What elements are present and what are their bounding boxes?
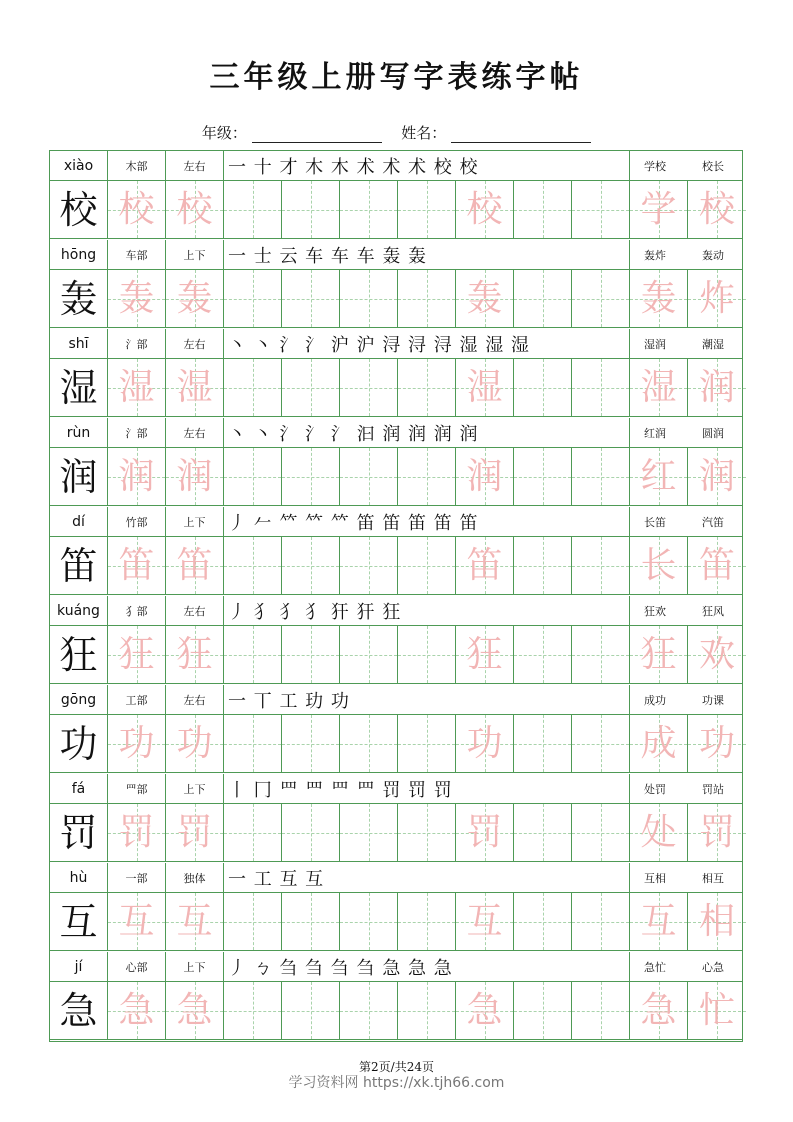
example-word: 处罚 <box>644 783 666 796</box>
character-entry <box>50 151 742 240</box>
writing-grid <box>50 982 742 1040</box>
practice-box[interactable] <box>340 804 398 861</box>
trace-word-character: 欢 <box>698 633 735 675</box>
structure-label: 左右 <box>166 596 224 626</box>
stroke-order: 一 十 才 木 木 术 术 术 校 校 <box>224 151 630 181</box>
trace-word-character: 急 <box>640 989 677 1031</box>
info-row <box>50 685 742 715</box>
trace-character: 狂 <box>466 633 503 675</box>
practice-box[interactable] <box>398 893 456 950</box>
example-words <box>626 418 742 448</box>
trace-character: 功 <box>118 722 155 764</box>
stroke-order: 丨 冂 罒 罒 罒 罒 罚 罚 罚 <box>224 774 630 804</box>
stroke-order: 一 士 云 车 车 车 轰 轰 <box>224 240 630 270</box>
example-word: 成功 <box>644 694 666 707</box>
stroke-order: 丿 犭 犭 犭 犴 犴 狂 <box>224 596 630 626</box>
trace-word-character: 相 <box>698 900 735 942</box>
trace-word-box[interactable] <box>688 982 746 1039</box>
trace-character: 互 <box>466 900 503 942</box>
stroke-order: 丿 ㄅ 刍 刍 刍 刍 急 急 急 <box>224 952 630 982</box>
practice-box[interactable] <box>224 181 282 238</box>
example-word: 狂风 <box>702 605 724 618</box>
practice-box[interactable] <box>224 448 282 505</box>
stroke-order: 丿 𠂉 𥫗 𥫗 𥫗 笛 笛 笛 笛 笛 <box>224 507 630 537</box>
pinyin-label: hù <box>50 863 108 893</box>
trace-box[interactable] <box>166 982 224 1039</box>
trace-box[interactable] <box>108 270 166 327</box>
example-word: 潮湿 <box>702 338 724 351</box>
example-word: 学校 <box>644 160 666 173</box>
example-word: 相互 <box>702 872 724 885</box>
trace-word-character: 处 <box>640 811 677 853</box>
trace-word-box[interactable] <box>688 181 746 238</box>
practice-box[interactable] <box>282 626 340 683</box>
trace-word-box[interactable] <box>630 181 688 238</box>
trace-word-character: 学 <box>640 188 677 230</box>
practice-box[interactable] <box>282 537 340 594</box>
trace-character: 湿 <box>176 366 213 408</box>
trace-character: 狂 <box>118 633 155 675</box>
example-words <box>626 596 742 626</box>
trace-character: 润 <box>118 455 155 497</box>
practice-box[interactable] <box>224 982 282 1039</box>
trace-word-character: 湿 <box>640 366 677 408</box>
trace-box[interactable] <box>166 715 224 772</box>
info-row <box>50 596 742 626</box>
radical-label: 犭部 <box>108 596 166 626</box>
trace-box[interactable] <box>108 537 166 594</box>
trace-box[interactable] <box>456 181 514 238</box>
trace-box[interactable] <box>166 537 224 594</box>
practice-box[interactable] <box>340 270 398 327</box>
trace-word-box[interactable] <box>688 804 746 861</box>
trace-word-character: 红 <box>640 455 677 497</box>
practice-box[interactable] <box>340 537 398 594</box>
model-box <box>50 715 108 772</box>
trace-character: 润 <box>176 455 213 497</box>
practice-box[interactable] <box>398 715 456 772</box>
practice-box[interactable] <box>282 715 340 772</box>
trace-word-box[interactable] <box>688 448 746 505</box>
trace-word-box[interactable] <box>688 537 746 594</box>
practice-box[interactable] <box>572 359 630 416</box>
practice-box[interactable] <box>282 181 340 238</box>
writing-grid <box>50 270 742 328</box>
trace-character: 轰 <box>176 277 213 319</box>
trace-word-character: 成 <box>640 722 677 764</box>
practice-box[interactable] <box>282 448 340 505</box>
example-word: 圆润 <box>702 427 724 440</box>
character-entry <box>50 418 742 507</box>
trace-box[interactable] <box>456 270 514 327</box>
example-words <box>626 685 742 715</box>
practice-box[interactable] <box>224 626 282 683</box>
practice-box[interactable] <box>398 270 456 327</box>
radical-label: 氵部 <box>108 418 166 448</box>
structure-label: 上下 <box>166 774 224 804</box>
trace-word-character: 互 <box>640 900 677 942</box>
pinyin-label: shī <box>50 329 108 359</box>
model-character: 功 <box>59 721 98 766</box>
trace-word-character: 轰 <box>640 277 677 319</box>
model-character: 急 <box>59 988 98 1033</box>
model-box <box>50 270 108 327</box>
practice-box[interactable] <box>282 982 340 1039</box>
model-character: 笛 <box>59 543 98 588</box>
writing-grid <box>50 626 742 684</box>
info-row <box>50 507 742 537</box>
trace-box[interactable] <box>108 626 166 683</box>
practice-box[interactable] <box>224 359 282 416</box>
trace-character: 湿 <box>466 366 503 408</box>
practice-box[interactable] <box>572 804 630 861</box>
trace-word-box[interactable] <box>630 715 688 772</box>
model-box <box>50 448 108 505</box>
trace-box[interactable] <box>456 359 514 416</box>
practice-box[interactable] <box>398 982 456 1039</box>
info-row <box>50 774 742 804</box>
model-box <box>50 626 108 683</box>
example-words <box>626 151 742 181</box>
model-box <box>50 537 108 594</box>
practice-box[interactable] <box>514 893 572 950</box>
practice-box[interactable] <box>514 626 572 683</box>
stroke-order: 丶 丶 氵 氵 沪 沪 浔 浔 浔 湿 湿 湿 <box>224 329 630 359</box>
practice-box[interactable] <box>340 715 398 772</box>
model-character: 互 <box>59 899 98 944</box>
practice-box[interactable] <box>514 181 572 238</box>
example-word: 急忙 <box>644 961 666 974</box>
practice-box[interactable] <box>572 626 630 683</box>
trace-character: 功 <box>466 722 503 764</box>
info-row <box>50 863 742 893</box>
trace-box[interactable] <box>166 893 224 950</box>
practice-box[interactable] <box>224 893 282 950</box>
trace-character: 轰 <box>466 277 503 319</box>
model-box <box>50 893 108 950</box>
pinyin-label: hōng <box>50 240 108 270</box>
trace-box[interactable] <box>456 893 514 950</box>
trace-word-box[interactable] <box>688 626 746 683</box>
trace-box[interactable] <box>166 181 224 238</box>
practice-box[interactable] <box>224 715 282 772</box>
example-word: 功课 <box>702 694 724 707</box>
practice-box[interactable] <box>282 270 340 327</box>
info-row <box>50 329 742 359</box>
trace-box[interactable] <box>166 448 224 505</box>
practice-box[interactable] <box>572 448 630 505</box>
trace-box[interactable] <box>108 715 166 772</box>
practice-box[interactable] <box>572 715 630 772</box>
trace-word-character: 罚 <box>698 811 735 853</box>
watermark: 学习资料网 https://xk.tjh66.com <box>288 1075 505 1091</box>
practice-box[interactable] <box>514 804 572 861</box>
trace-character: 互 <box>176 900 213 942</box>
trace-box[interactable] <box>108 359 166 416</box>
practice-box[interactable] <box>340 448 398 505</box>
trace-word-character: 校 <box>698 188 735 230</box>
trace-character: 罚 <box>176 811 213 853</box>
trace-box[interactable] <box>456 537 514 594</box>
trace-character: 互 <box>118 900 155 942</box>
trace-character: 轰 <box>118 277 155 319</box>
model-character: 罚 <box>59 810 98 855</box>
writing-grid <box>50 537 742 595</box>
model-box <box>50 359 108 416</box>
practice-box[interactable] <box>514 270 572 327</box>
trace-word-character: 长 <box>640 544 677 586</box>
practice-box[interactable] <box>398 359 456 416</box>
practice-box[interactable] <box>224 537 282 594</box>
model-character: 润 <box>59 454 98 499</box>
trace-box[interactable] <box>166 270 224 327</box>
name-label: 姓名： <box>401 124 447 142</box>
trace-word-character: 炸 <box>698 277 735 319</box>
info-row <box>50 952 742 982</box>
practice-box[interactable] <box>340 359 398 416</box>
stroke-order: 一 丅 工 玏 功 <box>224 685 630 715</box>
writing-grid <box>50 715 742 773</box>
pinyin-label: jí <box>50 952 108 982</box>
trace-box[interactable] <box>456 804 514 861</box>
info-row <box>50 240 742 270</box>
trace-word-box[interactable] <box>630 893 688 950</box>
example-word: 轰动 <box>702 249 724 262</box>
trace-box[interactable] <box>108 982 166 1039</box>
trace-character: 狂 <box>176 633 213 675</box>
trace-word-character: 忙 <box>698 989 735 1031</box>
page-number: 第2页/共24页 <box>359 1060 434 1074</box>
example-word: 湿润 <box>644 338 666 351</box>
practice-box[interactable] <box>282 804 340 861</box>
example-word: 汽笛 <box>702 516 724 529</box>
character-entry <box>50 507 742 596</box>
model-character: 狂 <box>59 632 98 677</box>
trace-word-character: 润 <box>698 455 735 497</box>
trace-box[interactable] <box>166 359 224 416</box>
grade-blank[interactable] <box>252 126 382 143</box>
trace-word-box[interactable] <box>688 893 746 950</box>
trace-box[interactable] <box>166 626 224 683</box>
radical-label: 工部 <box>108 685 166 715</box>
practice-box[interactable] <box>572 893 630 950</box>
structure-label: 左右 <box>166 151 224 181</box>
pinyin-label: rùn <box>50 418 108 448</box>
trace-box[interactable] <box>166 804 224 861</box>
pinyin-label: xiào <box>50 151 108 181</box>
trace-box[interactable] <box>456 448 514 505</box>
structure-label: 左右 <box>166 329 224 359</box>
example-words <box>626 329 742 359</box>
model-character: 轰 <box>59 276 98 321</box>
practice-box[interactable] <box>398 181 456 238</box>
trace-word-box[interactable] <box>688 359 746 416</box>
example-words <box>626 240 742 270</box>
trace-character: 急 <box>176 989 213 1031</box>
stroke-order: 一 工 互 互 <box>224 863 630 893</box>
pinyin-label: gōng <box>50 685 108 715</box>
practice-box[interactable] <box>572 982 630 1039</box>
pinyin-label: fá <box>50 774 108 804</box>
example-word: 罚站 <box>702 783 724 796</box>
practice-sheet <box>49 150 743 1042</box>
character-entry <box>50 863 742 952</box>
practice-box[interactable] <box>398 626 456 683</box>
practice-box[interactable] <box>514 359 572 416</box>
structure-label: 独体 <box>166 863 224 893</box>
trace-box[interactable] <box>108 804 166 861</box>
grade-label: 年级： <box>201 124 247 142</box>
practice-box[interactable] <box>398 448 456 505</box>
model-box <box>50 982 108 1039</box>
trace-character: 罚 <box>118 811 155 853</box>
trace-character: 校 <box>118 188 155 230</box>
structure-label: 上下 <box>166 952 224 982</box>
pinyin-label: kuáng <box>50 596 108 626</box>
practice-box[interactable] <box>514 715 572 772</box>
practice-box[interactable] <box>340 181 398 238</box>
trace-word-character: 润 <box>698 366 735 408</box>
trace-word-box[interactable] <box>630 359 688 416</box>
trace-character: 湿 <box>118 366 155 408</box>
example-words <box>626 863 742 893</box>
example-word: 狂欢 <box>644 605 666 618</box>
trace-character: 功 <box>176 722 213 764</box>
practice-box[interactable] <box>514 982 572 1039</box>
character-entry <box>50 329 742 418</box>
writing-grid <box>50 893 742 951</box>
character-entry <box>50 952 742 1041</box>
practice-box[interactable] <box>340 893 398 950</box>
page-title: 三年级上册写字表练字帖 <box>209 60 584 95</box>
stroke-order: 丶 丶 氵 氵 氵 汩 润 润 润 润 <box>224 418 630 448</box>
trace-word-character: 功 <box>698 722 735 764</box>
example-word: 轰炸 <box>644 249 666 262</box>
info-row <box>50 418 742 448</box>
practice-box[interactable] <box>514 537 572 594</box>
radical-label: 一部 <box>108 863 166 893</box>
example-word: 心急 <box>702 961 724 974</box>
trace-word-character: 狂 <box>640 633 677 675</box>
radical-label: 氵部 <box>108 329 166 359</box>
practice-box[interactable] <box>340 626 398 683</box>
trace-box[interactable] <box>108 181 166 238</box>
example-word: 校长 <box>702 160 724 173</box>
trace-word-box[interactable] <box>630 626 688 683</box>
pinyin-label: dí <box>50 507 108 537</box>
trace-box[interactable] <box>108 448 166 505</box>
example-words <box>626 774 742 804</box>
trace-box[interactable] <box>456 982 514 1039</box>
example-words <box>626 952 742 982</box>
trace-word-box[interactable] <box>630 982 688 1039</box>
trace-word-box[interactable] <box>630 448 688 505</box>
name-blank[interactable] <box>451 126 591 143</box>
character-entry <box>50 240 742 329</box>
practice-box[interactable] <box>340 982 398 1039</box>
trace-word-box[interactable] <box>630 537 688 594</box>
trace-character: 校 <box>466 188 503 230</box>
trace-character: 笛 <box>118 544 155 586</box>
character-entry <box>50 685 742 774</box>
radical-label: 车部 <box>108 240 166 270</box>
trace-box[interactable] <box>456 626 514 683</box>
model-box <box>50 181 108 238</box>
radical-label: 罒部 <box>108 774 166 804</box>
practice-box[interactable] <box>224 804 282 861</box>
practice-box[interactable] <box>282 893 340 950</box>
writing-grid <box>50 448 742 506</box>
radical-label: 心部 <box>108 952 166 982</box>
trace-word-character: 笛 <box>698 544 735 586</box>
model-character: 湿 <box>59 365 98 410</box>
practice-box[interactable] <box>398 537 456 594</box>
practice-box[interactable] <box>282 359 340 416</box>
practice-box[interactable] <box>572 181 630 238</box>
radical-label: 竹部 <box>108 507 166 537</box>
practice-box[interactable] <box>572 537 630 594</box>
trace-character: 润 <box>466 455 503 497</box>
trace-word-box[interactable] <box>630 804 688 861</box>
structure-label: 上下 <box>166 240 224 270</box>
trace-word-box[interactable] <box>688 715 746 772</box>
structure-label: 左右 <box>166 418 224 448</box>
character-entry <box>50 596 742 685</box>
trace-box[interactable] <box>108 893 166 950</box>
character-entry <box>50 774 742 863</box>
structure-label: 上下 <box>166 507 224 537</box>
practice-box[interactable] <box>398 804 456 861</box>
writing-grid <box>50 359 742 417</box>
example-word: 长笛 <box>644 516 666 529</box>
practice-box[interactable] <box>514 448 572 505</box>
model-box <box>50 804 108 861</box>
structure-label: 左右 <box>166 685 224 715</box>
trace-character: 校 <box>176 188 213 230</box>
info-row <box>50 151 742 181</box>
trace-box[interactable] <box>456 715 514 772</box>
trace-character: 急 <box>118 989 155 1031</box>
student-info <box>0 122 793 143</box>
trace-character: 急 <box>466 989 503 1031</box>
practice-box[interactable] <box>572 270 630 327</box>
writing-grid <box>50 181 742 239</box>
trace-character: 笛 <box>176 544 213 586</box>
example-word: 红润 <box>644 427 666 440</box>
trace-word-box[interactable] <box>630 270 688 327</box>
practice-box[interactable] <box>224 270 282 327</box>
example-words <box>626 507 742 537</box>
example-word: 互相 <box>644 872 666 885</box>
trace-character: 笛 <box>466 544 503 586</box>
trace-word-box[interactable] <box>688 270 746 327</box>
radical-label: 木部 <box>108 151 166 181</box>
model-character: 校 <box>59 187 98 232</box>
writing-grid <box>50 804 742 862</box>
trace-character: 罚 <box>466 811 503 853</box>
